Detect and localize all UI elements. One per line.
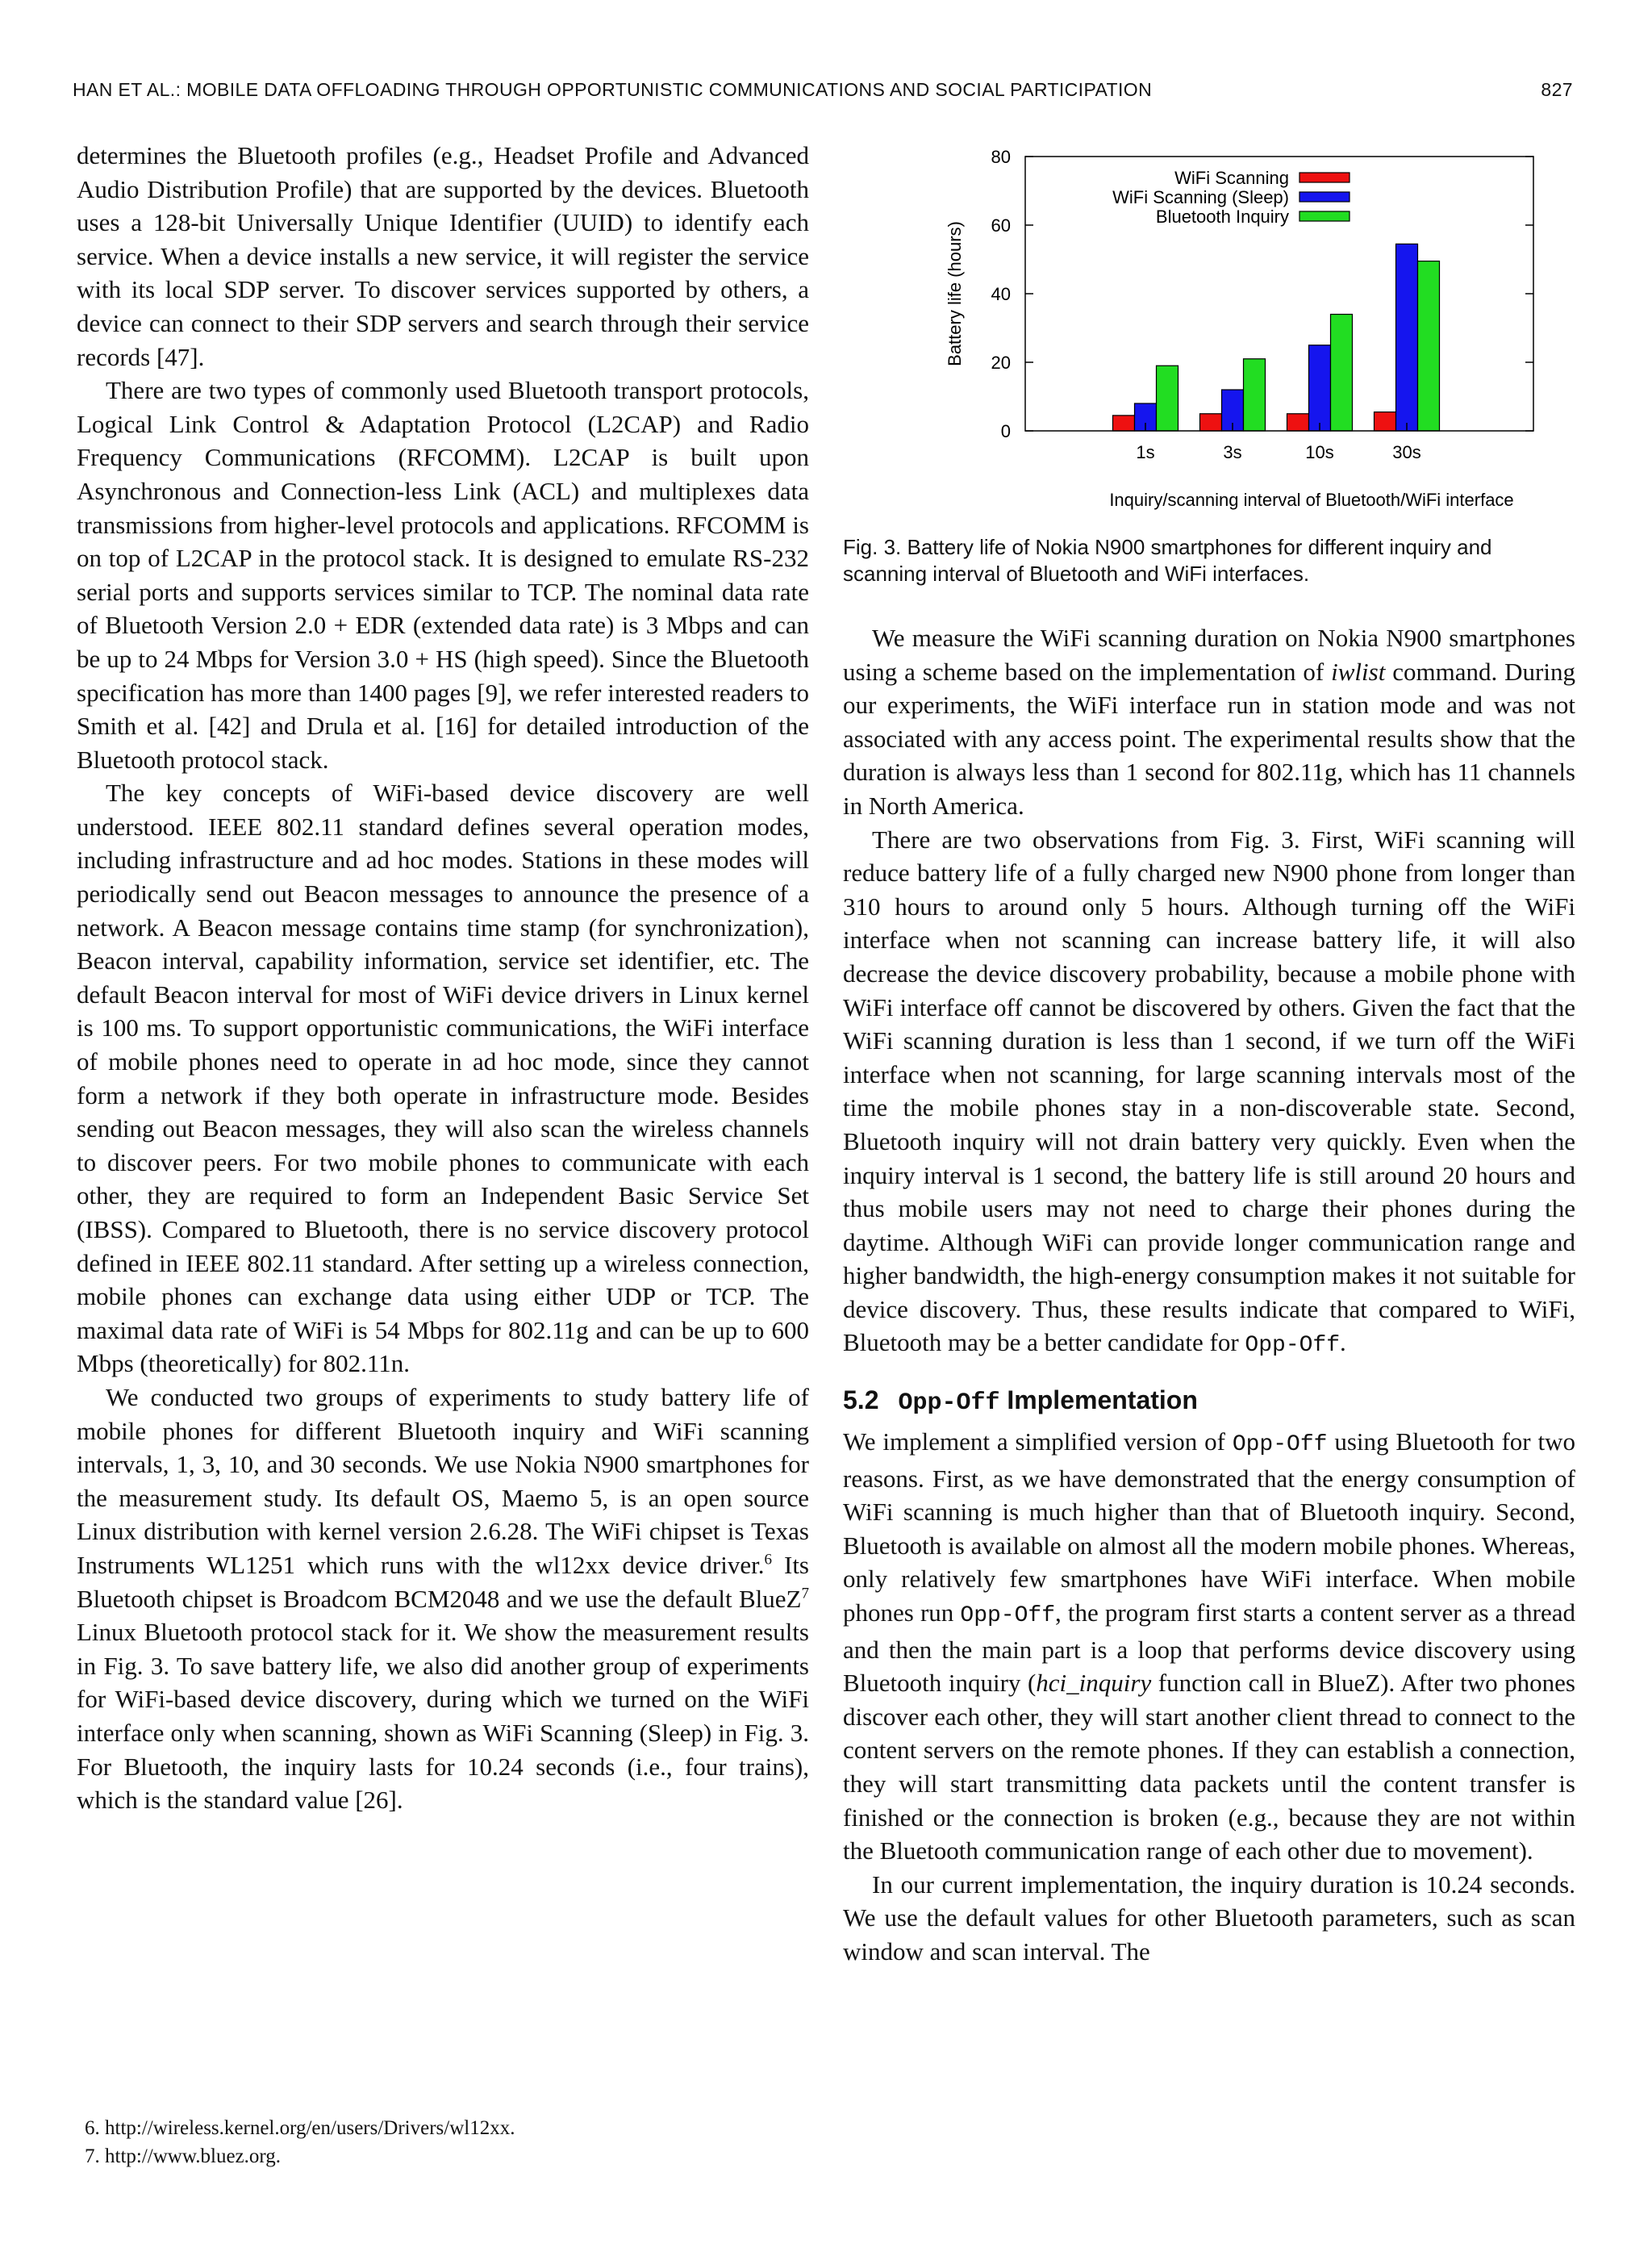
running-header xyxy=(73,79,1573,111)
text-run: Linux Bluetooth protocol stack for it. We show the measurement results in Fig. 3. To save battery life, we also did another group of experiments for WiFi-based device discovery, during which we turned on the WiFi interface only when scanning, shown as WiFi Scanning (Sleep) in Fig. 3. For Bluetooth, the inquiry lasts for 10.24 seconds (i.e., four trains), which is the standard value [26]. xyxy=(77,1618,809,1815)
y-tick-label: 20 xyxy=(991,353,1011,373)
hci-inquiry-function: hci_inquiry xyxy=(1036,1669,1152,1698)
iwlist-command: iwlist xyxy=(1331,657,1386,686)
paragraph-bluetooth-profiles: determines the Bluetooth profiles (e.g., Headset Profile and Advanced Audio Distribution Profile) that are supported by the devices. Bluetooth uses a 128-bit Universally Unique Identifier (UUID) to identify each service. When a device installs a new service, it will register the service with its local SDP server. To discover services supported by others, a device can connect to their SDP servers and search through their service records [47]. xyxy=(77,141,809,371)
running-title: HAN ET AL.: MOBILE DATA OFFLOADING THROUGH OPPORTUNISTIC COMMUNICATIONS AND SOCIAL PARTICIPATION xyxy=(73,79,1153,100)
left-column xyxy=(77,139,809,1817)
bar-bluetooth-inquiry-3s xyxy=(1244,359,1266,431)
bar-bluetooth-inquiry-30s xyxy=(1418,261,1440,431)
section-heading-5-2 xyxy=(843,1385,1575,1417)
text-run: command. During our experiments, the WiFi interface run in station mode and was not associated with any access point. The experimental results show that the duration is always less than 1 second for 802.11g, which has 11 channels in North America. xyxy=(843,657,1575,820)
legend-label: Bluetooth Inquiry xyxy=(1155,207,1289,227)
footnotes xyxy=(85,2114,795,2170)
y-tick-label: 60 xyxy=(991,215,1011,236)
bar-bluetooth-inquiry-1s xyxy=(1157,366,1179,431)
legend-swatch xyxy=(1299,173,1350,182)
paragraph-observations xyxy=(843,823,1575,1364)
page-number: 827 xyxy=(1541,79,1573,100)
x-tick-label: 1s xyxy=(1136,442,1155,462)
bar-wifi-scanning-10s xyxy=(1287,414,1309,431)
y-tick-label: 80 xyxy=(991,147,1011,167)
x-tick-label: 3s xyxy=(1223,442,1242,462)
paragraph-current-implementation: In our current implementation, the inquiry duration is 10.24 seconds. We use the default values for other Bluetooth parameters, such as scan window and scan interval. The xyxy=(843,1870,1575,1966)
bar-bluetooth-inquiry-10s xyxy=(1331,315,1353,432)
x-tick-label: 30s xyxy=(1392,442,1421,462)
section-code: Opp-Off xyxy=(898,1389,1000,1418)
section-number: 5.2 xyxy=(843,1385,879,1415)
paragraph-implementation xyxy=(843,1425,1575,1868)
legend-swatch xyxy=(1299,192,1350,202)
text-run: . xyxy=(1340,1328,1346,1357)
text-run: , the program first starts a content server as a thread and then the main part is a loop that performs device discovery using Bluetooth inquiry ( xyxy=(843,1598,1575,1698)
bar-wifi-scanning-sleep-30s xyxy=(1396,244,1418,431)
paragraph-wifi-scanning-duration xyxy=(843,621,1575,823)
footnote-ref-6: 6 xyxy=(764,1551,772,1569)
footnote-ref-7: 7 xyxy=(801,1585,809,1602)
text-run: We measure the WiFi scanning duration on Nokia N900 smartphones using a scheme based on the implementation of xyxy=(843,624,1575,686)
text-run: using Bluetooth for two reasons. First, as we have demonstrated that the energy consumption of WiFi scanning is much higher than that of Bluetooth inquiry. Second, Bluetooth is available on almost all the modern mobile phones. Whereas, only relatively few smartphones have WiFi interface. When mobile phones run xyxy=(843,1427,1575,1627)
paragraph-transport-protocols: There are two types of commonly used Bluetooth transport protocols, Logical Link Control & Adaptation Protocol (L2CAP) and Radio Frequency Communications (RFCOMM). L2CAP is built upon Asynchronous and Connection-less Link (ACL) and multiplexes data transmissions from higher-level protocols and applications. RFCOMM is on top of L2CAP in the protocol stack. It is designed to emulate RS-232 serial ports and supports services similar to TCP. The nominal data rate of Bluetooth Version 2.0 + EDR (extended data rate) is 3 Mbps and can be up to 24 Mbps for Version 3.0 + HS (high speed). Since the Bluetooth specification has more than 1400 pages [9], we refer interested readers to Smith et al. [42] and Drula et al. [16] for detailed introduction of the Bluetooth protocol stack. xyxy=(77,376,809,774)
x-tick-label: 10s xyxy=(1305,442,1334,462)
figure-caption: Fig. 3. Battery life of Nokia N900 smartphones for different inquiry and scanning interval of Bluetooth and WiFi interfaces. xyxy=(843,535,1492,586)
paragraph-experiments xyxy=(77,1381,809,1817)
legend-swatch xyxy=(1299,211,1350,221)
paragraph-wifi-discovery: The key concepts of WiFi-based device discovery are well understood. IEEE 802.11 standard defines several operation modes, including infrastructure and ad hoc modes. Stations in these modes will periodically send out Beacon messages to announce the presence of a network. A Beacon message contains time stamp (for synchronization), Beacon interval, capability information, service set identifier, etc. The default Beacon interval for most of WiFi device drivers in Linux kernel is 100 ms. To support opportunistic communications, the WiFi interface of mobile phones need to operate in ad hoc mode, since they cannot form a network if they both operate in infrastructure mode. Besides sending out Beacon messages, they will also scan the wireless channels to discover peers. For two mobile phones to communicate with each other, they are required to form an Independent Basic Service Set (IBSS). Compared to Bluetooth, there is no service discovery protocol defined in IEEE 802.11 standard. After setting up a wireless connection, mobile phones can exchange data using either UDP or TCP. The maximal data rate of WiFi is 54 Mbps for 802.11g and can be up to 600 Mbps (theoretically) for 802.11n. xyxy=(77,779,809,1378)
text-run: Its Bluetooth chipset is Broadcom BCM2048 and we use the default BlueZ xyxy=(77,1550,809,1613)
opp-off-code: Opp-Off xyxy=(960,1603,1056,1629)
text-run: We conducted two groups of experiments to study battery life of mobile phones for different Bluetooth inquiry and WiFi scanning intervals, 1, 3, 10, and 30 seconds. We use Nokia N900 smartphones for the measurement study. Its default OS, Maemo 5, is an open source Linux distribution with kernel version 2.6.28. The WiFi chipset is Texas Instruments WL1251 which runs with the wl12xx device driver. xyxy=(77,1382,809,1579)
battery-life-chart xyxy=(843,139,1575,526)
opp-off-code: Opp-Off xyxy=(1245,1333,1341,1359)
bar-wifi-scanning-3s xyxy=(1200,414,1222,431)
text-run: There are two observations from Fig. 3. First, WiFi scanning will reduce battery life of a fully charged new N900 phone from longer than 310 hours to around only 5 hours. Although turning off the WiFi interface when not scanning can increase battery life, it will also decrease the device discovery probability, because a mobile phone with WiFi interface off cannot be discovered by others. Given the fact that the WiFi scanning duration is less than 1 second, if we turn off the WiFi interface when not scanning, for large scanning intervals most of the time the mobile phones stay in a non-discoverable state. Second, Bluetooth inquiry will not drain battery very quickly. Even when the inquiry interval is 1 second, the battery life is still around 20 hours and thus mobile users may not need to charge their phones during the daytime. Although WiFi can provide longer communication range and higher bandwidth, the high-energy consumption makes it not suitable for device discovery. Thus, these results indicate that compared to WiFi, Bluetooth may be a better candidate for xyxy=(843,825,1575,1357)
section-title: Implementation xyxy=(999,1385,1198,1415)
x-axis-label: Inquiry/scanning interval of Bluetooth/WiFi interface xyxy=(1109,490,1514,510)
bar-wifi-scanning-sleep-10s xyxy=(1309,345,1331,431)
y-tick-label: 0 xyxy=(1000,421,1011,441)
y-tick-label: 40 xyxy=(991,284,1011,304)
text-run: function call in BlueZ). After two phones discover each other, they will start another client thread to connect to the content servers on the remote phones. If they can establish a connection, they will start transmitting data packets until the content transfer is finished or the connection is broken (e.g., because they are not within the Bluetooth communication range of each other due to movement). xyxy=(843,1669,1575,1865)
legend-label: WiFi Scanning (Sleep) xyxy=(1112,187,1289,207)
legend-label: WiFi Scanning xyxy=(1174,168,1289,188)
figure-3 xyxy=(843,139,1575,591)
footnote-6: 6. http://wireless.kernel.org/en/users/Drivers/wl12xx. xyxy=(85,2117,515,2139)
opp-off-code: Opp-Off xyxy=(1232,1432,1328,1458)
y-axis-label: Battery life (hours) xyxy=(945,221,965,366)
bar-wifi-scanning-1s xyxy=(1113,416,1135,431)
right-column xyxy=(843,621,1575,1969)
bar-wifi-scanning-30s xyxy=(1375,412,1396,431)
text-run: We implement a simplified version of xyxy=(843,1427,1233,1456)
footnote-7: 7. http://www.bluez.org. xyxy=(85,2145,282,2167)
